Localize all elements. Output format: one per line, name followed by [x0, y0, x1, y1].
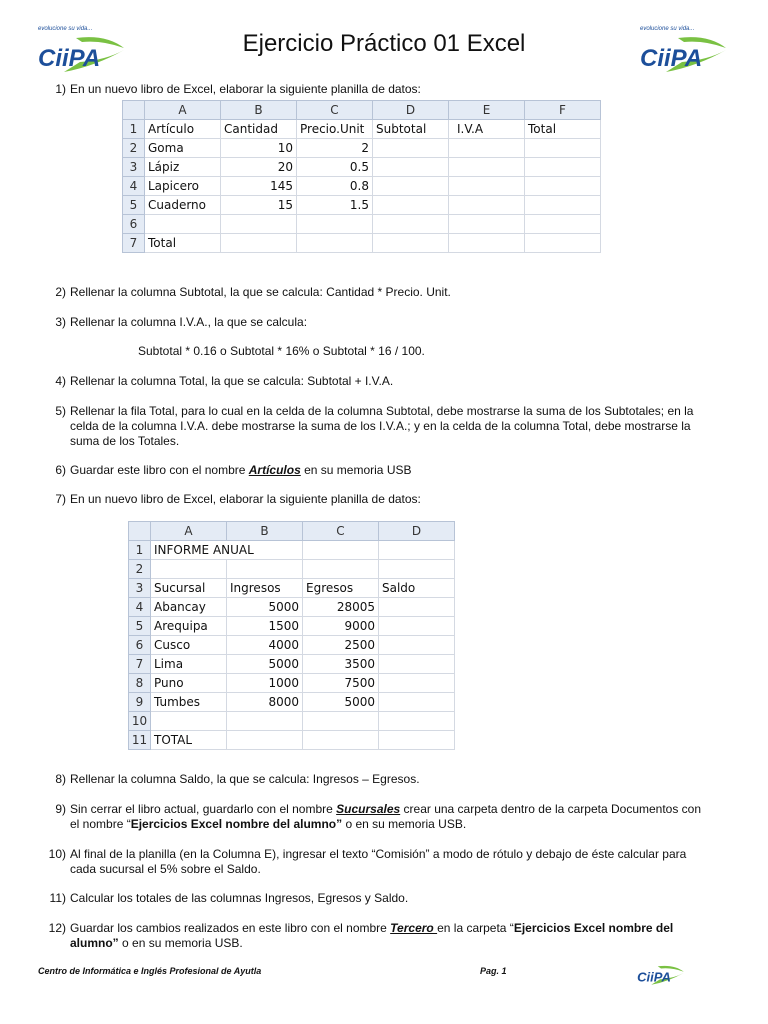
row-header[interactable]: 7	[129, 655, 151, 674]
column-header[interactable]: A	[151, 522, 227, 541]
row-header[interactable]: 3	[129, 579, 151, 598]
cell[interactable]: Sucursal	[151, 579, 227, 598]
cell[interactable]: 3500	[303, 655, 379, 674]
table-row	[129, 712, 455, 731]
cell[interactable]	[525, 139, 601, 158]
cell[interactable]: 1.5	[297, 196, 373, 215]
table-row	[129, 617, 455, 636]
spreadsheet-articulos	[122, 100, 601, 253]
ciipa-logo-icon	[636, 962, 686, 988]
cell[interactable]: INFORME ANUAL	[151, 541, 303, 560]
item-number: 4)	[55, 374, 66, 388]
cell[interactable]	[227, 560, 303, 579]
table-row	[123, 158, 601, 177]
item-number: 12)	[48, 921, 66, 935]
column-header[interactable]: D	[373, 101, 449, 120]
cell[interactable]	[373, 196, 449, 215]
cell[interactable]	[379, 617, 455, 636]
cell[interactable]	[525, 158, 601, 177]
row-header[interactable]: 5	[123, 196, 145, 215]
logo-text: CiiPA	[38, 45, 101, 72]
cell[interactable]: 5000	[227, 655, 303, 674]
cell[interactable]	[373, 234, 449, 253]
cell[interactable]	[227, 731, 303, 750]
item-text: Calcular los totales de las columnas Ingresos, Egresos y Saldo.	[70, 891, 409, 905]
cell[interactable]: 2	[297, 139, 373, 158]
cell[interactable]: Cantidad	[221, 120, 297, 139]
cell[interactable]	[373, 139, 449, 158]
item-text: Rellenar la columna I.V.A., la que se calcula:	[70, 315, 308, 329]
cell[interactable]	[221, 234, 297, 253]
logo-text: CiiPA	[640, 45, 703, 72]
cell[interactable]	[379, 636, 455, 655]
cell[interactable]: Total	[525, 120, 601, 139]
item-number: 10)	[48, 847, 66, 861]
cell[interactable]	[379, 693, 455, 712]
cell[interactable]: 10	[221, 139, 297, 158]
cell[interactable]: 2500	[303, 636, 379, 655]
column-header[interactable]: B	[227, 522, 303, 541]
cell[interactable]	[379, 655, 455, 674]
table-row	[123, 234, 601, 253]
item-number: 2)	[55, 285, 66, 299]
column-header[interactable]: A	[145, 101, 221, 120]
cell[interactable]: 28005	[303, 598, 379, 617]
table-row	[129, 693, 455, 712]
cell[interactable]: 1500	[227, 617, 303, 636]
item-text: Rellenar la columna Saldo, la que se calcula: Ingresos – Egresos.	[70, 772, 420, 786]
file-name-sucursales: Sucursales	[336, 802, 401, 816]
item-number: 6)	[55, 463, 66, 477]
cell[interactable]: 20	[221, 158, 297, 177]
cell[interactable]: Abancay	[151, 598, 227, 617]
column-header[interactable]: F	[525, 101, 601, 120]
page-title: Ejercicio Práctico 01 Excel	[242, 30, 526, 57]
row-header[interactable]: 7	[123, 234, 145, 253]
cell[interactable]: 1000	[227, 674, 303, 693]
cell[interactable]	[525, 177, 601, 196]
item-text: Rellenar la fila Total, para lo cual en la celda de la columna Subtotal, debe mostrarse la suma de los Subtotales; en la celda de la columna I.V.A. debe mostrarse la suma de los I.V.A.; y en la celda de la columna Total, debe mostrarse la suma de los Totales.	[70, 404, 694, 448]
cell[interactable]: 15	[221, 196, 297, 215]
cell[interactable]: 9000	[303, 617, 379, 636]
cell[interactable]: Artículo	[145, 120, 221, 139]
table-row	[123, 120, 601, 139]
row-header[interactable]: 11	[129, 731, 151, 750]
table-row	[129, 674, 455, 693]
column-header[interactable]: C	[297, 101, 373, 120]
cell[interactable]: 4000	[227, 636, 303, 655]
cell[interactable]	[379, 712, 455, 731]
table-row	[123, 177, 601, 196]
footer-page-number: Pag. 1	[480, 966, 507, 976]
item-text: En un nuevo libro de Excel, elaborar la siguiente planilla de datos:	[70, 492, 421, 506]
cell[interactable]: Goma	[145, 139, 221, 158]
table-row	[123, 215, 601, 234]
cell[interactable]: Total	[145, 234, 221, 253]
cell[interactable]: Arequipa	[151, 617, 227, 636]
cell[interactable]	[151, 560, 227, 579]
row-header[interactable]: 4	[123, 177, 145, 196]
select-all-corner[interactable]	[123, 101, 145, 120]
item-text: Rellenar la columna Total, la que se calcula: Subtotal + I.V.A.	[70, 374, 394, 388]
item-number: 9)	[55, 802, 66, 816]
row-header[interactable]: 1	[129, 541, 151, 560]
row-header[interactable]: 1	[123, 120, 145, 139]
cell[interactable]	[297, 234, 373, 253]
logo-tagline: evolucione su vida...	[640, 26, 695, 32]
row-header[interactable]: 4	[129, 598, 151, 617]
file-name-tercero: Tercero	[390, 921, 438, 935]
column-header-row	[123, 101, 601, 120]
cell[interactable]	[373, 215, 449, 234]
ciipa-logo-footer	[636, 962, 686, 990]
cell[interactable]: Precio.Unit	[297, 120, 373, 139]
row-header[interactable]: 2	[123, 139, 145, 158]
item-text: Rellenar la columna Subtotal, la que se calcula: Cantidad * Precio. Unit.	[70, 285, 451, 299]
iva-formula: Subtotal * 0.16 o Subtotal * 16% o Subtotal * 16 / 100.	[138, 344, 425, 358]
item-number: 11)	[49, 891, 66, 905]
cell[interactable]	[151, 712, 227, 731]
cell[interactable]	[145, 215, 221, 234]
item-number: 5)	[55, 404, 66, 418]
cell[interactable]: 145	[221, 177, 297, 196]
table-row	[123, 139, 601, 158]
row-header[interactable]: 8	[129, 674, 151, 693]
column-header[interactable]: E	[449, 101, 525, 120]
cell[interactable]	[379, 674, 455, 693]
cell[interactable]	[449, 177, 525, 196]
row-header[interactable]: 6	[129, 636, 151, 655]
item-number: 7)	[55, 492, 66, 506]
table-row	[129, 598, 455, 617]
cell[interactable]	[373, 177, 449, 196]
item-text: En un nuevo libro de Excel, elaborar la siguiente planilla de datos:	[70, 82, 421, 96]
column-header[interactable]: D	[379, 522, 455, 541]
logo-tagline: evolucione su vida...	[38, 26, 93, 32]
table-row	[129, 541, 455, 560]
cell[interactable]: Ingresos	[227, 579, 303, 598]
cell[interactable]	[449, 215, 525, 234]
row-header[interactable]: 3	[123, 158, 145, 177]
cell[interactable]: Cusco	[151, 636, 227, 655]
cell[interactable]	[221, 215, 297, 234]
cell[interactable]: TOTAL	[151, 731, 227, 750]
row-header[interactable]: 6	[123, 215, 145, 234]
cell[interactable]: 7500	[303, 674, 379, 693]
cell[interactable]	[449, 158, 525, 177]
column-header-row	[129, 522, 455, 541]
cell[interactable]	[303, 731, 379, 750]
item-number: 1)	[55, 82, 66, 96]
table-row	[129, 560, 455, 579]
cell[interactable]: Tumbes	[151, 693, 227, 712]
cell[interactable]: Cuaderno	[145, 196, 221, 215]
item-number: 8)	[55, 772, 66, 786]
select-all-corner[interactable]	[129, 522, 151, 541]
cell[interactable]	[525, 234, 601, 253]
column-header[interactable]: C	[303, 522, 379, 541]
table-row	[129, 731, 455, 750]
cell[interactable]	[303, 541, 379, 560]
file-name-articulos: Artículos	[248, 463, 301, 477]
table-row	[129, 579, 455, 598]
cell[interactable]	[379, 598, 455, 617]
table-row	[129, 655, 455, 674]
item-number: 3)	[55, 315, 66, 329]
column-header[interactable]: B	[221, 101, 297, 120]
cell[interactable]	[303, 560, 379, 579]
cell[interactable]	[379, 731, 455, 750]
cell[interactable]	[449, 234, 525, 253]
row-header[interactable]: 9	[129, 693, 151, 712]
cell[interactable]: Saldo	[379, 579, 455, 598]
cell[interactable]	[525, 196, 601, 215]
row-header[interactable]: 5	[129, 617, 151, 636]
cell[interactable]: 5000	[227, 598, 303, 617]
cell[interactable]: 0.5	[297, 158, 373, 177]
cell[interactable]: 5000	[303, 693, 379, 712]
cell[interactable]	[227, 712, 303, 731]
cell[interactable]	[449, 139, 525, 158]
footer-institution: Centro de Informática e Inglés Profesional de Ayutla	[38, 966, 262, 976]
cell[interactable]	[379, 560, 455, 579]
item-text: Al final de la planilla (en la Columna E), ingresar el texto “Comisión” a modo de rótulo y debajo de éste calcular para cada sucursal el 5% sobre el Saldo.	[70, 847, 687, 876]
table-row	[123, 196, 601, 215]
cell[interactable]: Lapicero	[145, 177, 221, 196]
table-row	[129, 636, 455, 655]
cell[interactable]	[303, 712, 379, 731]
cell[interactable]	[373, 158, 449, 177]
cell[interactable]	[449, 196, 525, 215]
row-header[interactable]: 2	[129, 560, 151, 579]
cell[interactable]: 0.8	[297, 177, 373, 196]
logo-text: CiiPA	[637, 969, 671, 985]
cell[interactable]: I.V.A	[449, 120, 525, 139]
item-text: Guardar los cambios realizados en este libro con el nombre Tercero en la carpeta “Ejercicios Excel nombre del alumno” o en su memoria USB.	[70, 921, 674, 950]
cell[interactable]: Lima	[151, 655, 227, 674]
cell[interactable]	[525, 215, 601, 234]
cell[interactable]	[379, 541, 455, 560]
item-text: Guardar este libro con el nombre Artículos en su memoria USB	[70, 463, 412, 477]
cell[interactable]: Subtotal	[373, 120, 449, 139]
cell[interactable]: Lápiz	[145, 158, 221, 177]
cell[interactable]	[297, 215, 373, 234]
cell[interactable]: 8000	[227, 693, 303, 712]
cell[interactable]: Egresos	[303, 579, 379, 598]
row-header[interactable]: 10	[129, 712, 151, 731]
spreadsheet-informe-anual	[128, 521, 455, 750]
item-text: Sin cerrar el libro actual, guardarlo con el nombre Sucursales crear una carpeta dentro de la carpeta Documentos con el nombre “Ejercicios Excel nombre del alumno” o en su memoria USB.	[70, 802, 702, 831]
cell[interactable]: Puno	[151, 674, 227, 693]
